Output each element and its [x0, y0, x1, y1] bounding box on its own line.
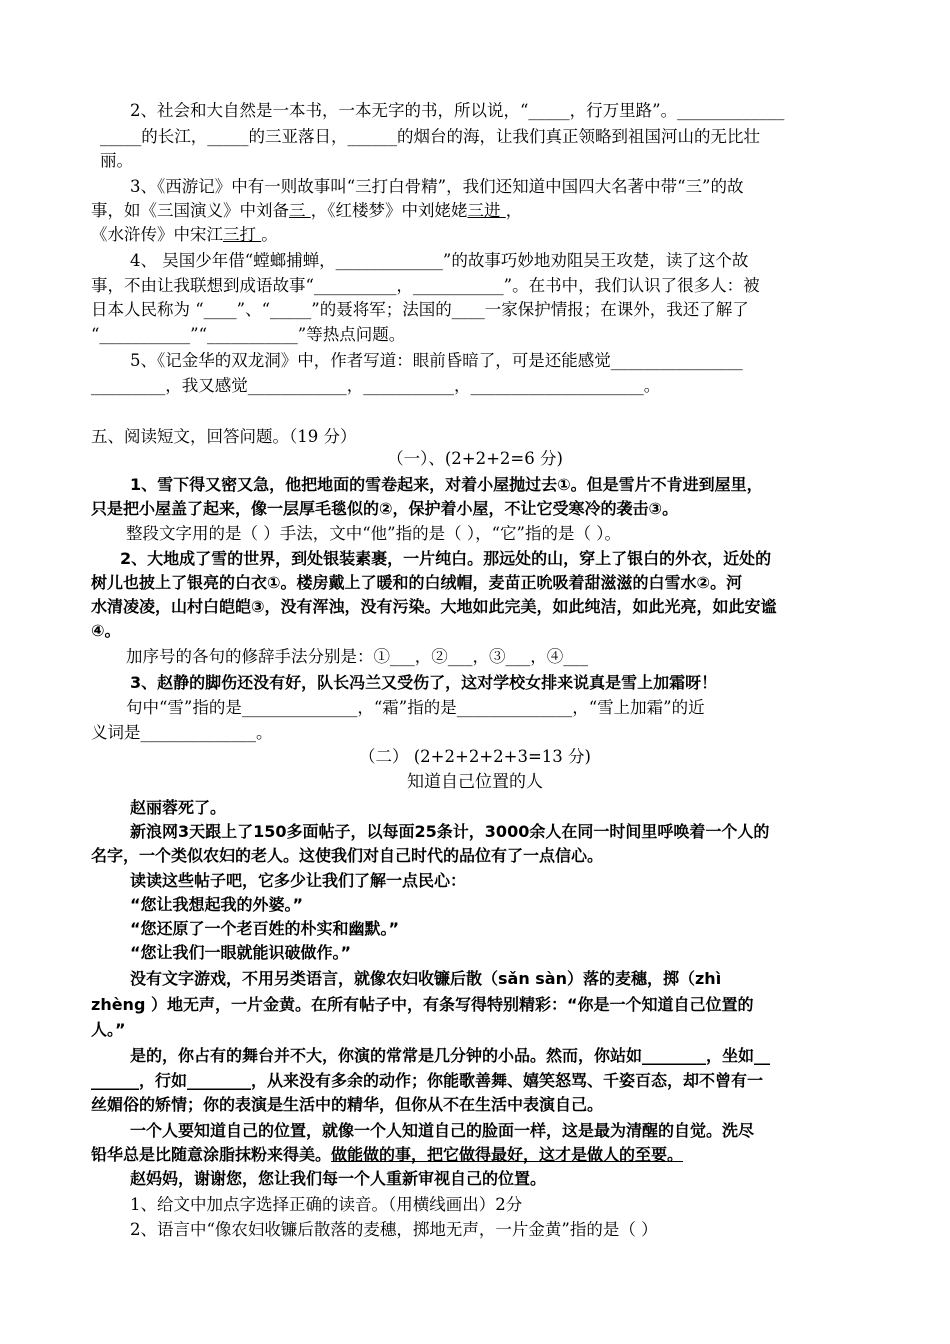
article-quote3: “您让我们一眼就能识破做作。”: [130, 943, 352, 962]
p1-q1-line1: 1、雪下得又密又急，他把地面的雪卷起来，对着小屋抛过去①。但是雪片不肯进到屋里，: [130, 475, 763, 494]
p1-q2-line2: 树儿也披上了银亮的白衣①。楼房戴上了暖和的白绒帽，麦苗正吮吸着甜滋滋的白雪水②。河: [91, 573, 743, 592]
p1-q1-question: 整段文字用的是（ ）手法，文中“他”指的是（ ），“它”指的是（ ）。: [126, 524, 621, 543]
q4-4-line4: “___________”“___________”等热点问题。: [91, 325, 406, 344]
q4-2-line3: 丽。: [100, 151, 133, 170]
q4-3-line2: 事，如《三国演义》中刘备三 ，《红楼梦》中刘姥姥三进 ，: [91, 201, 523, 220]
part-1-heading: （一）、(2+2+2=6 分): [387, 449, 563, 468]
q4-4-line1: 4、 吴国少年借“螳螂捕蝉，_____________”的故事巧妙地劝阻吴王攻楚，读了这个故: [130, 251, 749, 270]
p1-q2-line3: 水清凌凌，山村白皑皑③，没有浑浊，没有污染。大地如此完美，如此纯洁，如此光亮，如此安谧: [91, 597, 777, 616]
article-p5-line2: ______，行如________，从来没有多余的动作；你能歌善舞、嬉笑怒骂、千姿百态，却不曾有一: [91, 1071, 764, 1090]
q4-2-line2: _____的长江，_____的三亚落日，______的烟台的海，让我们真正领略到祖国河山的无比壮: [100, 127, 760, 146]
p1-q2-question: 加序号的各句的修辞手法分别是：①___，②___，③___，④___: [126, 647, 588, 666]
article-p3: 读读这些帖子吧，它多少让我们了解一点民心：: [130, 871, 467, 890]
article-p2-line1: 新浪网3天跟上了150多面帖子，以每面25条计，3000余人在同一时间里呼唤着一个人的: [130, 822, 770, 841]
p1-q3-question2: 义词是______________。: [91, 723, 273, 742]
p1-q2-line1: 2、大地成了雪的世界，到处银装素裹，一片纯白。那远处的山，穿上了银白的外衣，近处的: [120, 549, 772, 568]
article-quote2: “您还原了一个老百姓的朴实和幽默。”: [130, 919, 400, 938]
q4-3-line3: 《水浒传》中宋江三打 。: [91, 225, 278, 244]
article-p7: 赵妈妈，谢谢您，您让我们每一个人重新审视自己的位置。: [130, 1169, 547, 1188]
p2-question-2: 2、语言中“像农妇收镰后散落的麦穗，掷地无声，一片金黄”指的是（ ）: [130, 1220, 658, 1239]
part-2-heading: （二） (2+2+2+2+3=13 分): [359, 747, 591, 766]
article-p4-line2: zhèng ）地无声，一片金黄。在所有帖子中，有条写得特别精彩：“你是一个知道自己位置的: [91, 995, 754, 1014]
q4-5-line1: 5、《记金华的双龙洞》中，作者写道：眼前昏暗了，可是还能感觉________________: [130, 351, 743, 370]
p1-q1-line2: 只是把小屋盖了起来，像一层厚毛毯似的②，保护着小屋，不让它受寒冷的袭击③。: [91, 499, 679, 518]
q4-4-line3: 日本人民称为 “____”、“_____”的聂将军；法国的____一家保护情报；在课外，我还了解了: [91, 300, 749, 319]
article-quote1: “您让我想起我的外婆。”: [130, 895, 304, 914]
article-p5-line1: 是的，你占有的舞台并不大，你演的常常是几分钟的小品。然而，你站如________，坐如__: [130, 1046, 771, 1065]
p1-q3-question1: 句中“雪”指的是______________，“霜”指的是______________，“雪上加霜”的近: [126, 698, 705, 717]
article-p1: 赵丽蓉死了。: [130, 798, 227, 817]
p2-question-1: 1、给文中加点字选择正确的读音。（用横线画出）2分: [130, 1195, 523, 1214]
section-5-heading: 五、阅读短文，回答问题。（19 分）: [91, 427, 357, 446]
q4-4-line2: 事，不由让我联想到成语故事“__________，___________”。在书中，我们认识了很多人：被: [91, 276, 760, 295]
article-p6-line1: 一个人要知道自己的位置，就像一个人知道自己的脸面一样，这是最为清醒的自觉。洗尽: [130, 1121, 755, 1140]
article-p4-line1: 没有文字游戏，不用另类语言，就像农妇收镰后散（sǎn sàn）落的麦穗，掷（zhì: [130, 969, 722, 988]
q4-3-line1: 3、《西游记》中有一则故事叫“三打白骨精”，我们还知道中国四大名著中带“三”的故: [130, 177, 744, 196]
p1-q2-line4: ④。: [91, 621, 121, 640]
article-p4-line3: 人。”: [91, 1020, 126, 1039]
article-p5-line3: 丝媚俗的矫情；你的表演是生活中的精华，但你从不在生活中表演自己。: [91, 1095, 604, 1114]
article-title: 知道自己位置的人: [407, 772, 543, 792]
article-p6-line2: 铅华总是比随意涂脂抹粉来得美。做能做的事，把它做得最好，这才是做人的至要。: [91, 1145, 684, 1164]
q4-2-line1: 2、社会和大自然是一本书，一本无字的书，所以说，“_____，行万里路”。_____________: [130, 101, 785, 120]
article-p2-line2: 名字，一个类似农妇的老人。这使我们对自己时代的品位有了一点信心。: [91, 846, 604, 865]
q4-5-line2: _________，我又感觉____________，___________，_____________________。: [91, 376, 661, 395]
p1-q3-line: 3、赵静的脚伤还没有好，队长冯兰又受伤了，这对学校女排来说真是雪上加霜呀！: [130, 673, 718, 692]
